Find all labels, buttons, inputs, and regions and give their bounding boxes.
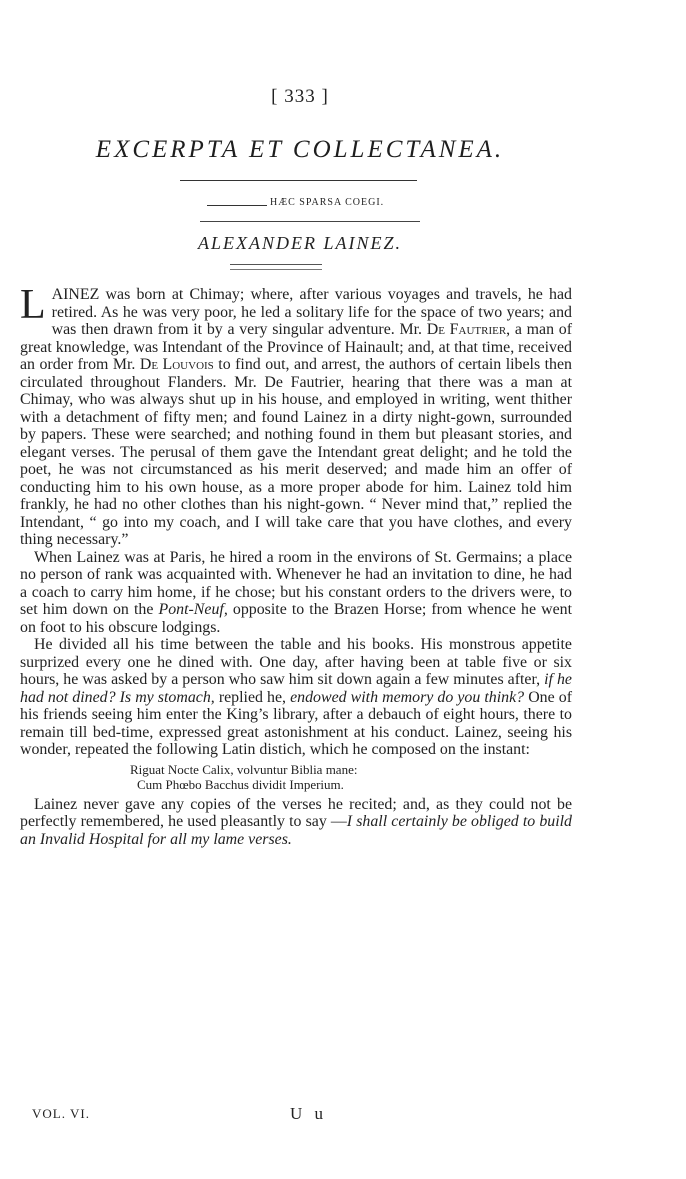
motto-dash	[207, 205, 267, 206]
quoted-speech: if he had not dined? Is my stomach,	[20, 671, 572, 706]
verse-line: Riguat Nocte Calix, volvuntur Biblia mane:	[130, 761, 358, 777]
signature-mark: U u	[290, 1104, 328, 1123]
article-title: ALEXANDER LAINEZ.	[198, 233, 402, 253]
paragraph: He divided all his time between the table and his books. His monstrous appetite surprized every one he dined with. One day, after having been at table five or six hours, he was asked by a person who saw him sit down again a few minutes after, if he had not dined? Is my stomach, replied he, endowed with memory do you think? One of his friends seeing him enter the King’s library, after a debauch of eight hours, there to remain till bed-time, expressed great astonishment at his conduct. Lainez, seeing his wonder, repeated the following Latin distich, which he composed on the instant:	[20, 636, 572, 758]
page-number: [ 333 ]	[271, 86, 329, 107]
section-title: EXCERPTA ET COLLECTANEA.	[95, 136, 505, 163]
ornament-rule	[230, 264, 322, 270]
quoted-speech: endowed with memory do you think?	[290, 688, 525, 706]
motto: HÆC SPARSA COEGI.	[270, 197, 385, 208]
paragraph: When Lainez was at Paris, he hired a room in the environs of St. Germains; a place no person of rank was acquainted with. Whenever he had an invitation to dine, he had a coach to carry him home, if he chose; but his constant orders to the drivers were, to set him down on the Pont-Neuf, opposite to the Brazen Horse; from whence he went on foot to his obscure lodgings.	[20, 548, 572, 636]
article-body	[20, 282, 572, 848]
page-footer	[32, 1106, 552, 1126]
title-rule	[180, 180, 417, 181]
volume-label: VOL. VI.	[32, 1106, 90, 1121]
verse-line: Cum Phœbo Bacchus dividit Imperium.	[137, 776, 344, 792]
drop-cap: L	[20, 282, 46, 328]
person-name: De Fautrier	[426, 321, 507, 338]
paragraph: LAINEZ was born at Chimay; where, after various voyages and travels, he had retired. As he was very poor, he led a solitary life for the space of two years; and was then drawn from it by a very singular adventure. Mr. De Fautrier, a man of great knowledge, was Intendant of the Province of Hainault; and, at that time, received an order from Mr. De Louvois to find out, and arrest, the authors of certain libels then circulated throughout Flanders. Mr. De Fautrier, hearing that there was a man at Chimay, who was always shut up in his house, and employed in writing, went thither with a detachment of fifty men; and found Lainez in a dirty night-gown, surrounded by papers. These were searched; and nothing found in them but pleasant stories, and elegant verses. The perusal of them gave the Intendant great delight; and he told the poet, he was not circumstanced as his merit deserved; and made him an offer of conducting him to his own house, as a more proper abode for him. Lainez told him frankly, he had no other clothes than his night-gown. “ Never mind that,” replied the Intendant, “ go into my coach, and I will take care that you have clothes, and every thing necessary.”	[20, 282, 572, 548]
quoted-speech: I shall certainly be obliged to build an Invalid Hospital for all my lame verses.	[20, 813, 572, 848]
place-name: Pont-Neuf,	[158, 601, 228, 618]
latin-distich	[130, 762, 572, 792]
motto-line	[207, 196, 427, 214]
person-name: De Louvois	[139, 356, 214, 373]
motto-rule	[200, 221, 420, 222]
paragraph: Lainez never gave any copies of the verses he recited; and, as they could not be perfectly remembered, he used pleasantly to say —I shall certainly be obliged to build an Invalid Hospital for all my lame verses.	[20, 795, 572, 848]
